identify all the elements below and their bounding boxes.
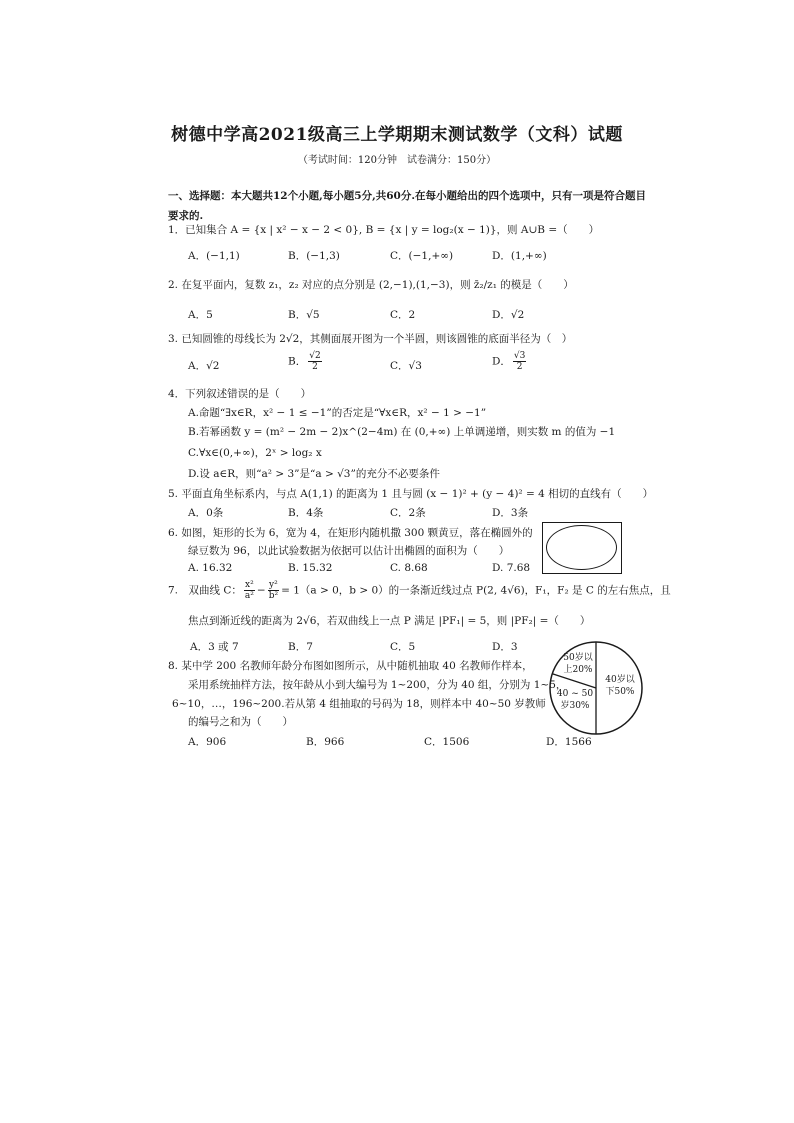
q1-option-d: D．(1,+∞) <box>492 250 547 262</box>
question-8-line-1: 8. 某中学 200 名教师年龄分布图如图所示，从中随机抽取 40 名教师作样本， <box>168 660 533 672</box>
q7-x-num: x² <box>245 580 254 590</box>
q4-option-c: C.∀x∈(0,+∞)，2ˣ > log₂ x <box>188 447 322 459</box>
pie-label-40-50-line-2: 岁30% <box>560 701 590 711</box>
q6-option-d: D. 7.68 <box>492 562 531 574</box>
q3-option-a: A．√2 <box>188 360 220 372</box>
q3-option-b <box>288 351 324 372</box>
pie-label-above-50-line-1: 50岁以 <box>563 653 593 663</box>
q1-option-a: A．(−1,1) <box>188 250 240 262</box>
q3-option-b-label: B． <box>288 355 307 368</box>
q3-option-d-label: D． <box>492 355 511 368</box>
question-8-line-4: 的编号之和为（ ） <box>188 716 293 728</box>
question-6-line-1: 6. 如图，矩形的长为 6，宽为 4，在矩形内随机撒 300 颗黄豆，落在椭圆外的 <box>168 527 533 539</box>
q7-option-d: D．3 <box>492 641 518 653</box>
pie-label-below-40-line-2: 下50% <box>605 687 635 697</box>
q8-option-b: B．966 <box>306 736 345 748</box>
pie-label-above-50-line-2: 上20% <box>563 665 593 675</box>
q2-option-c: C．2 <box>390 309 416 321</box>
q3-option-c: C．√3 <box>390 360 422 372</box>
pie-label-below-40-line-1: 40岁以 <box>605 675 635 685</box>
exam-subtitle: （考试时间：120分钟 试卷满分：150分） <box>297 155 497 166</box>
q7-option-c: C．5 <box>390 641 416 653</box>
q3-option-b-den: 2 <box>312 362 318 372</box>
teacher-age-pie-chart <box>548 640 644 736</box>
q3-option-d-num: √3 <box>513 351 526 361</box>
q8-option-a: A．906 <box>188 736 227 748</box>
section-line-1: 一、选择题：本大题共12个小题,每小题5分,共60分.在每小题给出的四个选项中，只有一项是符合题目 <box>168 190 646 202</box>
question-7-line-1 <box>168 580 671 601</box>
q6-option-a: A. 16.32 <box>188 562 233 574</box>
q3-option-d-den: 2 <box>516 362 523 372</box>
q7-x-den: a² <box>244 591 254 601</box>
q4-option-b: B.若幂函数 y = (m² − 2m − 2)x^(2−4m) 在 (0,+∞) 上单调递增，则实数 m 的值为 −1 <box>188 426 616 438</box>
q3-option-d-fraction <box>513 351 526 372</box>
q3-option-b-fraction <box>308 351 321 372</box>
ellipse-figure <box>546 525 617 570</box>
q6-option-b: B. 15.32 <box>288 562 333 574</box>
exam-title: 树德中学高2021级高三上学期期末测试数学（文科）试题 <box>171 125 623 145</box>
question-7-line-2: 焦点到渐近线的距离为 2√6，若双曲线上一点 P 满足 |PF₁| = 5，则 |PF₂| =（ ） <box>188 615 591 627</box>
question-6-line-2: 绿豆数为 96，以此试验数据为依据可以估计出椭圆的面积为（ ） <box>188 545 510 557</box>
q5-option-c: C．2条 <box>390 507 426 519</box>
section-line-2: 要求的. <box>168 210 204 222</box>
q5-option-a: A．0条 <box>188 507 224 519</box>
question-4: 4．下列叙述错误的是（ ） <box>168 388 312 400</box>
q7-option-a: A．3 或 7 <box>190 641 239 653</box>
q8-option-c: C．1506 <box>424 736 470 748</box>
section-heading <box>168 186 648 226</box>
q7-minus: − <box>256 584 266 597</box>
q5-option-d: D．3条 <box>492 507 529 519</box>
q4-option-a: A.命题“∃x∈R，x² − 1 ≤ −1”的否定是“∀x∈R，x² − 1 > −1” <box>188 407 487 419</box>
q7-y-fraction <box>268 580 279 601</box>
q8-option-d: D．1566 <box>546 736 592 748</box>
q3-option-d <box>492 351 528 372</box>
q2-option-d: D．√2 <box>492 309 525 321</box>
question-8-line-3: 6~10，…，196~200.若从第 4 组抽取的号码为 18，则样本中 40~50 岁教师 <box>172 698 546 710</box>
question-3: 3. 已知圆锥的母线长为 2√2，其侧面展开图为一个半圆，则该圆锥的底面半径为（ ） <box>168 333 573 345</box>
question-1: 1．已知集合 A = {x | x² − x − 2 < 0}, B = {x | y = log₂(x − 1)}，则 A∪B =（ ） <box>168 224 600 236</box>
q1-option-b: B．(−1,3) <box>288 250 340 262</box>
q2-option-b: B．√5 <box>288 309 320 321</box>
pie-divider-left <box>552 674 596 688</box>
q7-prefix: 7. 双曲线 C： <box>168 584 242 597</box>
question-8-line-2: 采用系统抽样方法，按年龄从小到大编号为 1~200，分为 40 组，分别为 1~5， <box>188 679 567 691</box>
q2-option-a: A．5 <box>188 309 213 321</box>
q7-rest: = 1（a > 0，b > 0）的一条渐近线过点 P(2, 4√6)，F₁，F₂ 是 C 的左右焦点，且 <box>281 584 671 597</box>
q1-option-c: C．(−1,+∞) <box>390 250 454 262</box>
question-5: 5. 平面直角坐标系内，与点 A(1,1) 的距离为 1 且与圆 (x − 1)² + (y − 4)² = 4 相切的直线有（ ） <box>168 488 654 500</box>
q7-y-den: b² <box>268 591 279 601</box>
q5-option-b: B．4条 <box>288 507 324 519</box>
q7-x-fraction <box>244 580 255 601</box>
q3-option-b-num: √2 <box>309 351 321 361</box>
q4-option-d: D.设 a∈R，则“a² > 3”是“a > √3”的充分不必要条件 <box>188 468 440 480</box>
question-2: 2. 在复平面内，复数 z₁，z₂ 对应的点分别是 (2,−1),(1,−3)，则 z̄₂/z₁ 的模是（ ） <box>168 279 574 291</box>
pie-label-40-50-line-1: 40 ~ 50 <box>556 689 594 699</box>
q7-y-num: y² <box>269 580 278 590</box>
q7-option-b: B．7 <box>288 641 313 653</box>
q6-option-c: C. 8.68 <box>390 562 428 574</box>
